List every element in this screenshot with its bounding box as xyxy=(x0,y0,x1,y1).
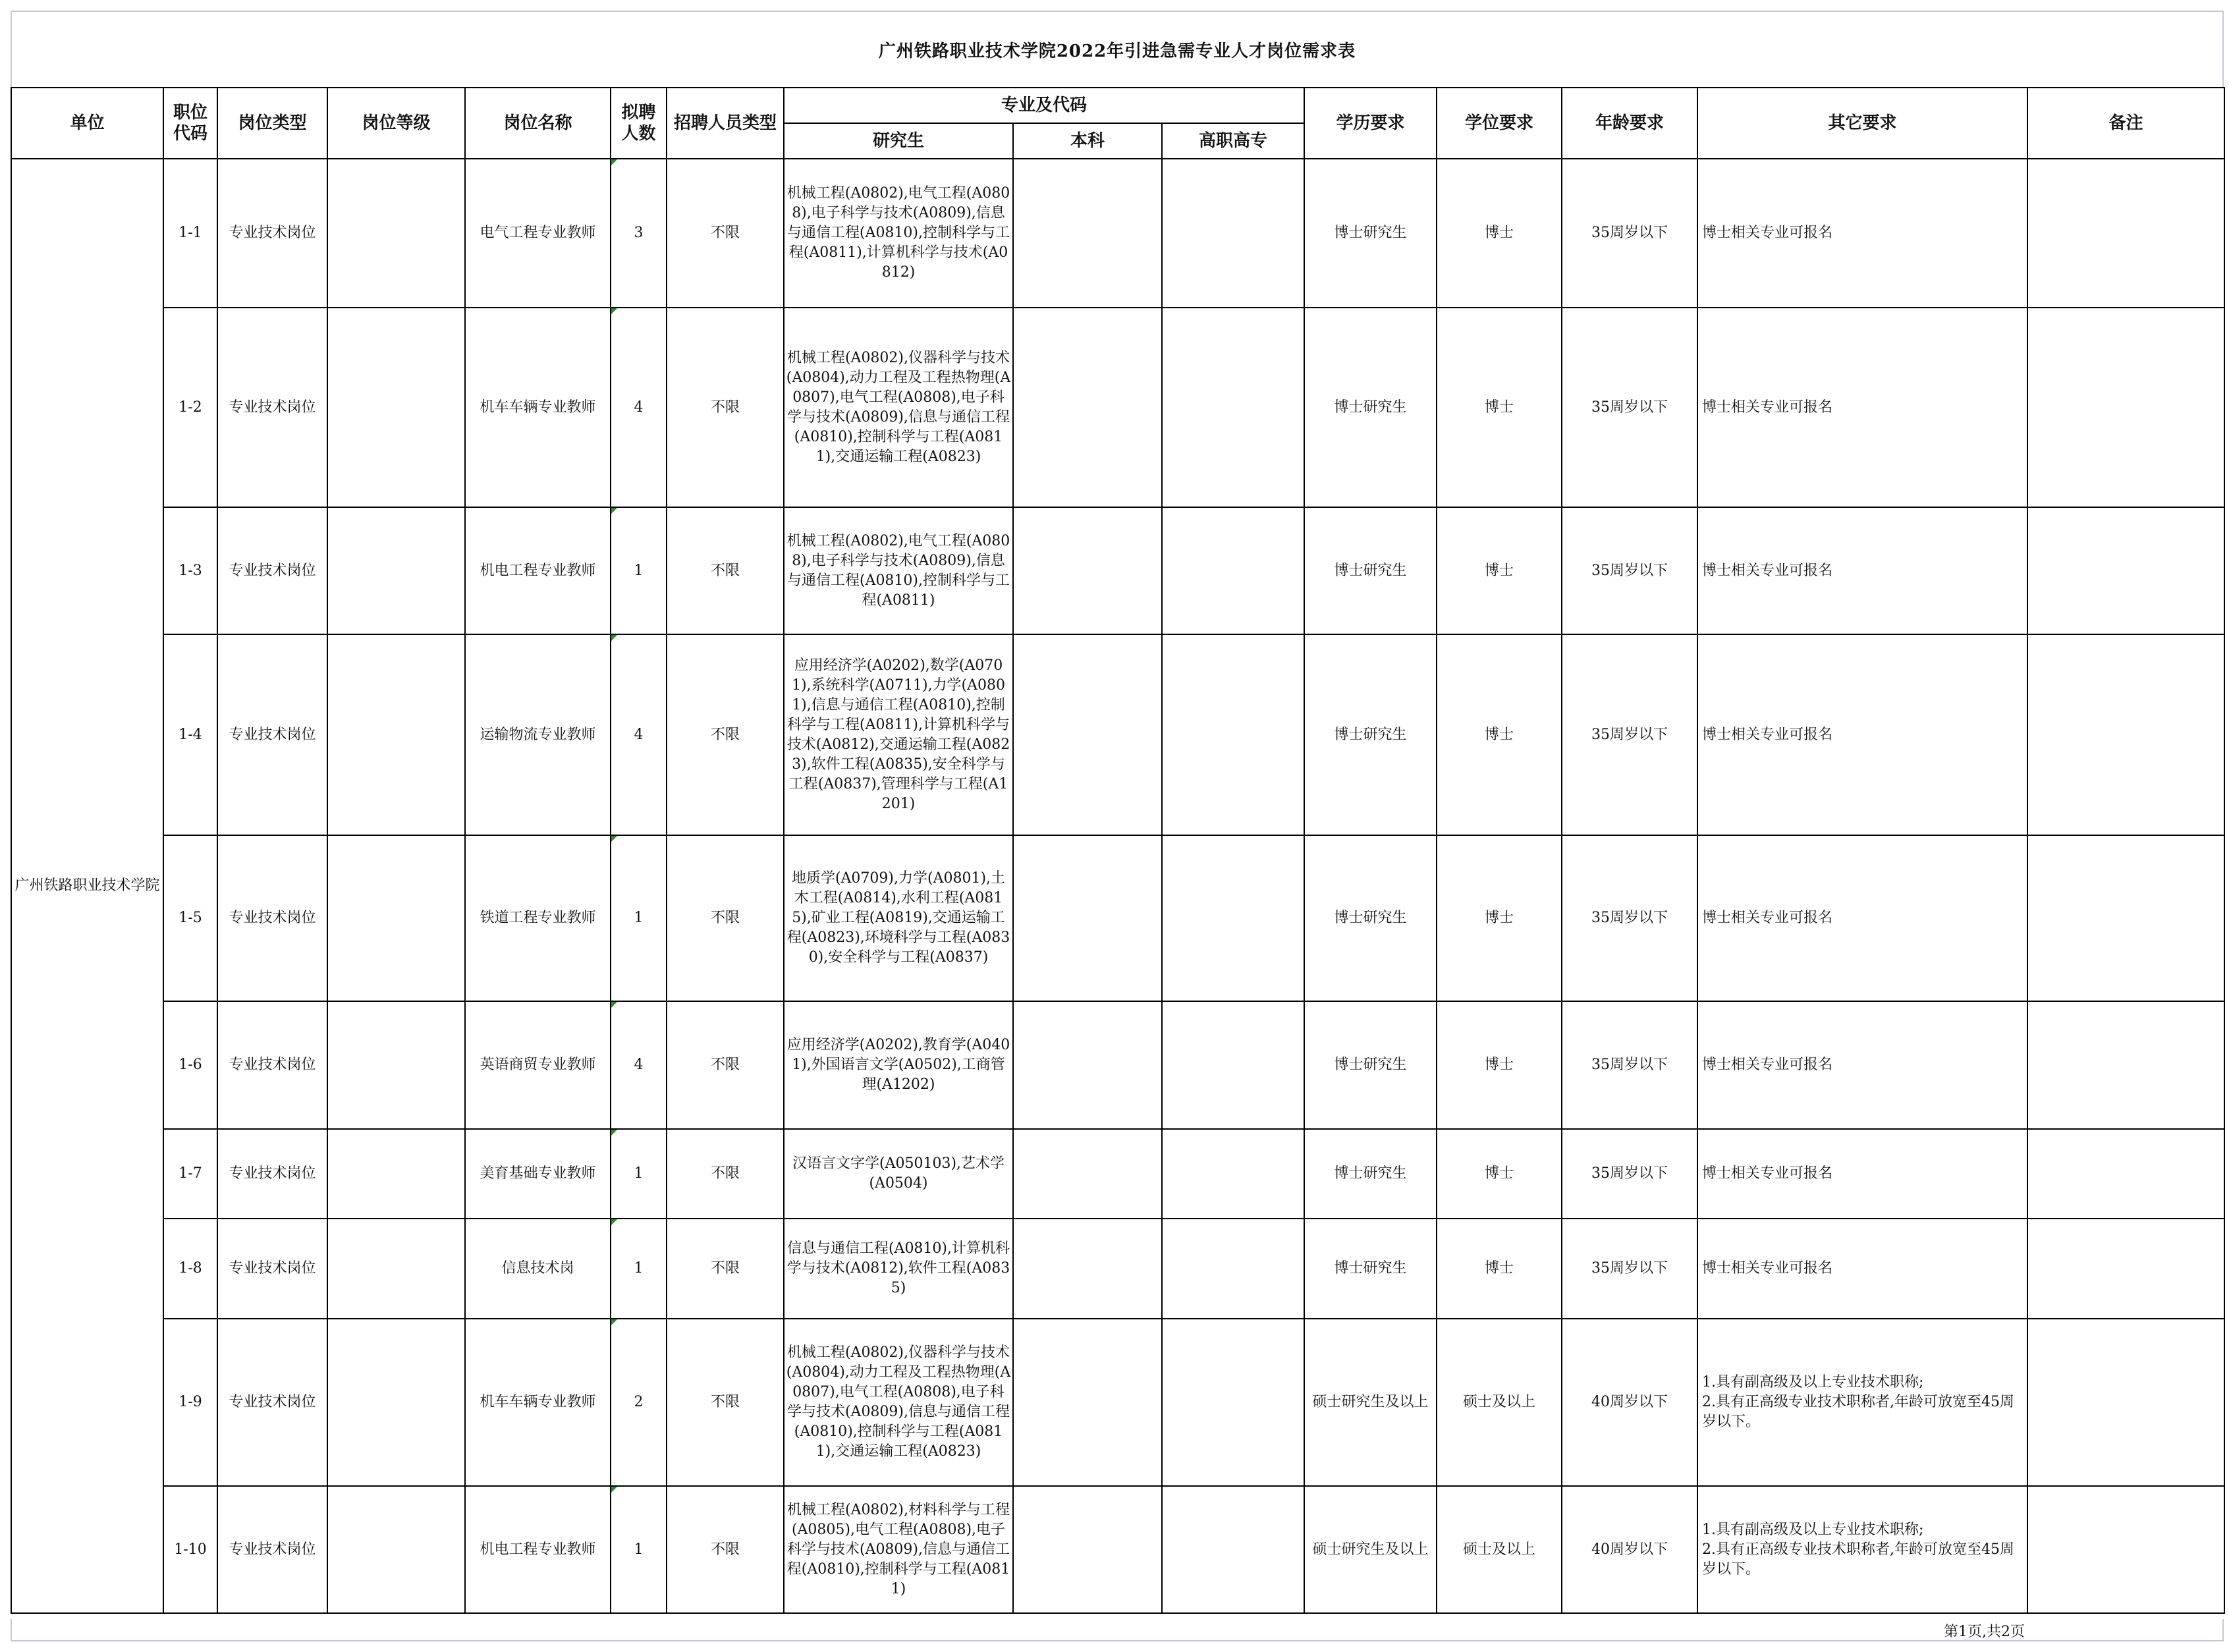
recruit-type-cell: 不限 xyxy=(667,1129,784,1219)
post-level-cell xyxy=(327,507,465,634)
page-indicator: 第1页,共2页 xyxy=(1944,1624,2025,1640)
post-name-cell: 信息技术岗 xyxy=(465,1219,611,1319)
table-row xyxy=(11,308,2224,507)
header-age: 年龄要求 xyxy=(1562,88,1697,159)
table-row xyxy=(11,1486,2224,1613)
education-cell: 博士研究生 xyxy=(1304,1219,1437,1319)
table-body xyxy=(11,159,2224,1613)
recruit-type-cell: 不限 xyxy=(667,308,784,507)
post-name-cell: 英语商贸专业教师 xyxy=(465,1001,611,1129)
post-level-cell xyxy=(327,835,465,1001)
unit-cell: 广州铁路职业技术学院 xyxy=(11,159,163,1613)
job-requirement-table xyxy=(11,87,2225,1614)
education-cell: 博士研究生 xyxy=(1304,835,1437,1001)
vocational-major-cell xyxy=(1162,159,1304,308)
post-level-cell xyxy=(327,159,465,308)
header-post-code: 职位 代码 xyxy=(163,88,217,159)
post-code-cell: 1-2 xyxy=(163,308,217,507)
table-row xyxy=(11,507,2224,634)
other-requirement-cell: 1.具有副高级及以上专业技术职称; 2.具有正高级专业技术职称者,年龄可放宽至45周岁以下。 xyxy=(1697,1319,2027,1486)
post-type-cell: 专业技术岗位 xyxy=(217,507,327,634)
post-level-cell xyxy=(327,634,465,835)
age-cell: 35周岁以下 xyxy=(1562,634,1697,835)
degree-cell: 博士 xyxy=(1437,1129,1562,1219)
header-remark: 备注 xyxy=(2027,88,2224,159)
undergrad-major-cell xyxy=(1013,308,1162,507)
vocational-major-cell xyxy=(1162,1129,1304,1219)
header-graduate: 研究生 xyxy=(784,123,1013,159)
count-cell: 2 xyxy=(611,1319,667,1486)
graduate-major-cell: 机械工程(A0802),电气工程(A0808),电子科学与技术(A0809),信息与通信工程(A0810),控制科学与工程(A0811),计算机科学与技术(A0812) xyxy=(784,159,1013,308)
other-requirement-cell: 1.具有副高级及以上专业技术职称; 2.具有正高级专业技术职称者,年龄可放宽至45周岁以下。 xyxy=(1697,1486,2027,1613)
vocational-major-cell xyxy=(1162,308,1304,507)
degree-cell: 博士 xyxy=(1437,159,1562,308)
post-code-cell: 1-4 xyxy=(163,634,217,835)
post-name-cell: 美育基础专业教师 xyxy=(465,1129,611,1219)
count-cell: 1 xyxy=(611,1486,667,1613)
graduate-major-cell: 应用经济学(A0202),教育学(A0401),外国语言文学(A0502),工商管理(A1202) xyxy=(784,1001,1013,1129)
degree-cell: 博士 xyxy=(1437,308,1562,507)
age-cell: 40周岁以下 xyxy=(1562,1319,1697,1486)
recruit-type-cell: 不限 xyxy=(667,634,784,835)
header-vocational: 高职高专 xyxy=(1162,123,1304,159)
education-cell: 博士研究生 xyxy=(1304,1129,1437,1219)
vocational-major-cell xyxy=(1162,1219,1304,1319)
undergrad-major-cell xyxy=(1013,835,1162,1001)
degree-cell: 硕士及以上 xyxy=(1437,1486,1562,1613)
undergrad-major-cell xyxy=(1013,1319,1162,1486)
vocational-major-cell xyxy=(1162,507,1304,634)
education-cell: 博士研究生 xyxy=(1304,634,1437,835)
vocational-major-cell xyxy=(1162,634,1304,835)
graduate-major-cell: 汉语言文字学(A050103),艺术学(A0504) xyxy=(784,1129,1013,1219)
table-row xyxy=(11,1319,2224,1486)
header-education: 学历要求 xyxy=(1304,88,1437,159)
post-code-cell: 1-8 xyxy=(163,1219,217,1319)
other-requirement-cell: 博士相关专业可报名 xyxy=(1697,308,2027,507)
header-degree: 学位要求 xyxy=(1437,88,1562,159)
education-cell: 博士研究生 xyxy=(1304,159,1437,308)
graduate-major-cell: 应用经济学(A0202),数学(A0701),系统科学(A0711),力学(A0801),信息与通信工程(A0810),控制科学与工程(A0811),计算机科学与技术(A0812),交通运输工程(A0823),软件工程(A0835),安全科学与工程(A0837),管理科学与工程(A1201) xyxy=(784,634,1013,835)
vocational-major-cell xyxy=(1162,1001,1304,1129)
age-cell: 35周岁以下 xyxy=(1562,1129,1697,1219)
header-major-group: 专业及代码 xyxy=(784,88,1304,123)
post-code-cell: 1-7 xyxy=(163,1129,217,1219)
page-footer xyxy=(11,1619,2224,1641)
age-cell: 35周岁以下 xyxy=(1562,308,1697,507)
education-cell: 硕士研究生及以上 xyxy=(1304,1486,1437,1613)
graduate-major-cell: 机械工程(A0802),仪器科学与技术(A0804),动力工程及工程热物理(A0807),电气工程(A0808),电子科学与技术(A0809),信息与通信工程(A0810),控制科学与工程(A0811),交通运输工程(A0823) xyxy=(784,308,1013,507)
undergrad-major-cell xyxy=(1013,1001,1162,1129)
post-name-cell: 电气工程专业教师 xyxy=(465,159,611,308)
post-type-cell: 专业技术岗位 xyxy=(217,634,327,835)
recruit-type-cell: 不限 xyxy=(667,1319,784,1486)
other-requirement-cell: 博士相关专业可报名 xyxy=(1697,507,2027,634)
post-level-cell xyxy=(327,1319,465,1486)
other-requirement-cell: 博士相关专业可报名 xyxy=(1697,835,2027,1001)
remark-cell xyxy=(2027,1219,2224,1319)
age-cell: 35周岁以下 xyxy=(1562,1219,1697,1319)
post-code-cell: 1-10 xyxy=(163,1486,217,1613)
age-cell: 40周岁以下 xyxy=(1562,1486,1697,1613)
count-cell: 4 xyxy=(611,634,667,835)
post-name-cell: 运输物流专业教师 xyxy=(465,634,611,835)
graduate-major-cell: 机械工程(A0802),仪器科学与技术(A0804),动力工程及工程热物理(A0807),电气工程(A0808),电子科学与技术(A0809),信息与通信工程(A0810),控制科学与工程(A0811),交通运输工程(A0823) xyxy=(784,1319,1013,1486)
count-cell: 4 xyxy=(611,308,667,507)
undergrad-major-cell xyxy=(1013,634,1162,835)
spreadsheet-page xyxy=(11,11,2224,1614)
graduate-major-cell: 信息与通信工程(A0810),计算机科学与技术(A0812),软件工程(A0835) xyxy=(784,1219,1013,1319)
remark-cell xyxy=(2027,835,2224,1001)
undergrad-major-cell xyxy=(1013,1219,1162,1319)
graduate-major-cell: 地质学(A0709),力学(A0801),土木工程(A0814),水利工程(A0815),矿业工程(A0819),交通运输工程(A0823),环境科学与工程(A0830),安全科学与工程(A0837) xyxy=(784,835,1013,1001)
remark-cell xyxy=(2027,1319,2224,1486)
count-cell: 1 xyxy=(611,1219,667,1319)
post-level-cell xyxy=(327,1486,465,1613)
table-row xyxy=(11,634,2224,835)
table-row xyxy=(11,835,2224,1001)
count-cell: 3 xyxy=(611,159,667,308)
header-post-name: 岗位名称 xyxy=(465,88,611,159)
graduate-major-cell: 机械工程(A0802),电气工程(A0808),电子科学与技术(A0809),信息与通信工程(A0810),控制科学与工程(A0811) xyxy=(784,507,1013,634)
age-cell: 35周岁以下 xyxy=(1562,159,1697,308)
post-code-cell: 1-5 xyxy=(163,835,217,1001)
header-post-type: 岗位类型 xyxy=(217,88,327,159)
undergrad-major-cell xyxy=(1013,159,1162,308)
remark-cell xyxy=(2027,159,2224,308)
post-type-cell: 专业技术岗位 xyxy=(217,308,327,507)
remark-cell xyxy=(2027,1001,2224,1129)
post-type-cell: 专业技术岗位 xyxy=(217,1129,327,1219)
vocational-major-cell xyxy=(1162,1319,1304,1486)
post-level-cell xyxy=(327,1219,465,1319)
post-code-cell: 1-9 xyxy=(163,1319,217,1486)
post-name-cell: 机车车辆专业教师 xyxy=(465,1319,611,1486)
header-count: 拟聘 人数 xyxy=(611,88,667,159)
post-level-cell xyxy=(327,308,465,507)
post-name-cell: 铁道工程专业教师 xyxy=(465,835,611,1001)
education-cell: 博士研究生 xyxy=(1304,1001,1437,1129)
post-code-cell: 1-6 xyxy=(163,1001,217,1129)
vocational-major-cell xyxy=(1162,835,1304,1001)
undergrad-major-cell xyxy=(1013,507,1162,634)
recruit-type-cell: 不限 xyxy=(667,159,784,308)
header-unit: 单位 xyxy=(11,88,163,159)
education-cell: 硕士研究生及以上 xyxy=(1304,1319,1437,1486)
education-cell: 博士研究生 xyxy=(1304,507,1437,634)
post-type-cell: 专业技术岗位 xyxy=(217,1486,327,1613)
post-code-cell: 1-3 xyxy=(163,507,217,634)
degree-cell: 博士 xyxy=(1437,634,1562,835)
recruit-type-cell: 不限 xyxy=(667,1219,784,1319)
table-row xyxy=(11,1219,2224,1319)
table-row xyxy=(11,159,2224,308)
count-cell: 1 xyxy=(611,835,667,1001)
age-cell: 35周岁以下 xyxy=(1562,835,1697,1001)
degree-cell: 博士 xyxy=(1437,507,1562,634)
post-type-cell: 专业技术岗位 xyxy=(217,835,327,1001)
degree-cell: 博士 xyxy=(1437,835,1562,1001)
post-type-cell: 专业技术岗位 xyxy=(217,1001,327,1129)
count-cell: 1 xyxy=(611,507,667,634)
other-requirement-cell: 博士相关专业可报名 xyxy=(1697,1219,2027,1319)
header-recruit-type: 招聘人员类型 xyxy=(667,88,784,159)
other-requirement-cell: 博士相关专业可报名 xyxy=(1697,1129,2027,1219)
remark-cell xyxy=(2027,634,2224,835)
header-undergrad: 本科 xyxy=(1013,123,1162,159)
post-type-cell: 专业技术岗位 xyxy=(217,1219,327,1319)
post-type-cell: 专业技术岗位 xyxy=(217,1319,327,1486)
post-name-cell: 机电工程专业教师 xyxy=(465,507,611,634)
recruit-type-cell: 不限 xyxy=(667,1001,784,1129)
post-name-cell: 机电工程专业教师 xyxy=(465,1486,611,1613)
header-other: 其它要求 xyxy=(1697,88,2027,159)
post-type-cell: 专业技术岗位 xyxy=(217,159,327,308)
post-level-cell xyxy=(327,1129,465,1219)
undergrad-major-cell xyxy=(1013,1129,1162,1219)
graduate-major-cell: 机械工程(A0802),材料科学与工程(A0805),电气工程(A0808),电子科学与技术(A0809),信息与通信工程(A0810),控制科学与工程(A0811) xyxy=(784,1486,1013,1613)
recruit-type-cell: 不限 xyxy=(667,507,784,634)
header-post-level: 岗位等级 xyxy=(327,88,465,159)
undergrad-major-cell xyxy=(1013,1486,1162,1613)
post-level-cell xyxy=(327,1001,465,1129)
age-cell: 35周岁以下 xyxy=(1562,1001,1697,1129)
remark-cell xyxy=(2027,1486,2224,1613)
count-cell: 4 xyxy=(611,1001,667,1129)
count-cell: 1 xyxy=(611,1129,667,1219)
other-requirement-cell: 博士相关专业可报名 xyxy=(1697,159,2027,308)
degree-cell: 博士 xyxy=(1437,1219,1562,1319)
education-cell: 博士研究生 xyxy=(1304,308,1437,507)
vocational-major-cell xyxy=(1162,1486,1304,1613)
other-requirement-cell: 博士相关专业可报名 xyxy=(1697,634,2027,835)
table-row xyxy=(11,1129,2224,1219)
remark-cell xyxy=(2027,507,2224,634)
sheet-title: 广州铁路职业技术学院2022年引进急需专业人才岗位需求表 xyxy=(11,11,2224,87)
age-cell: 35周岁以下 xyxy=(1562,507,1697,634)
other-requirement-cell: 博士相关专业可报名 xyxy=(1697,1001,2027,1129)
table-row xyxy=(11,1001,2224,1129)
degree-cell: 博士 xyxy=(1437,1001,1562,1129)
post-code-cell: 1-1 xyxy=(163,159,217,308)
remark-cell xyxy=(2027,1129,2224,1219)
recruit-type-cell: 不限 xyxy=(667,835,784,1001)
post-name-cell: 机车车辆专业教师 xyxy=(465,308,611,507)
remark-cell xyxy=(2027,308,2224,507)
recruit-type-cell: 不限 xyxy=(667,1486,784,1613)
degree-cell: 硕士及以上 xyxy=(1437,1319,1562,1486)
